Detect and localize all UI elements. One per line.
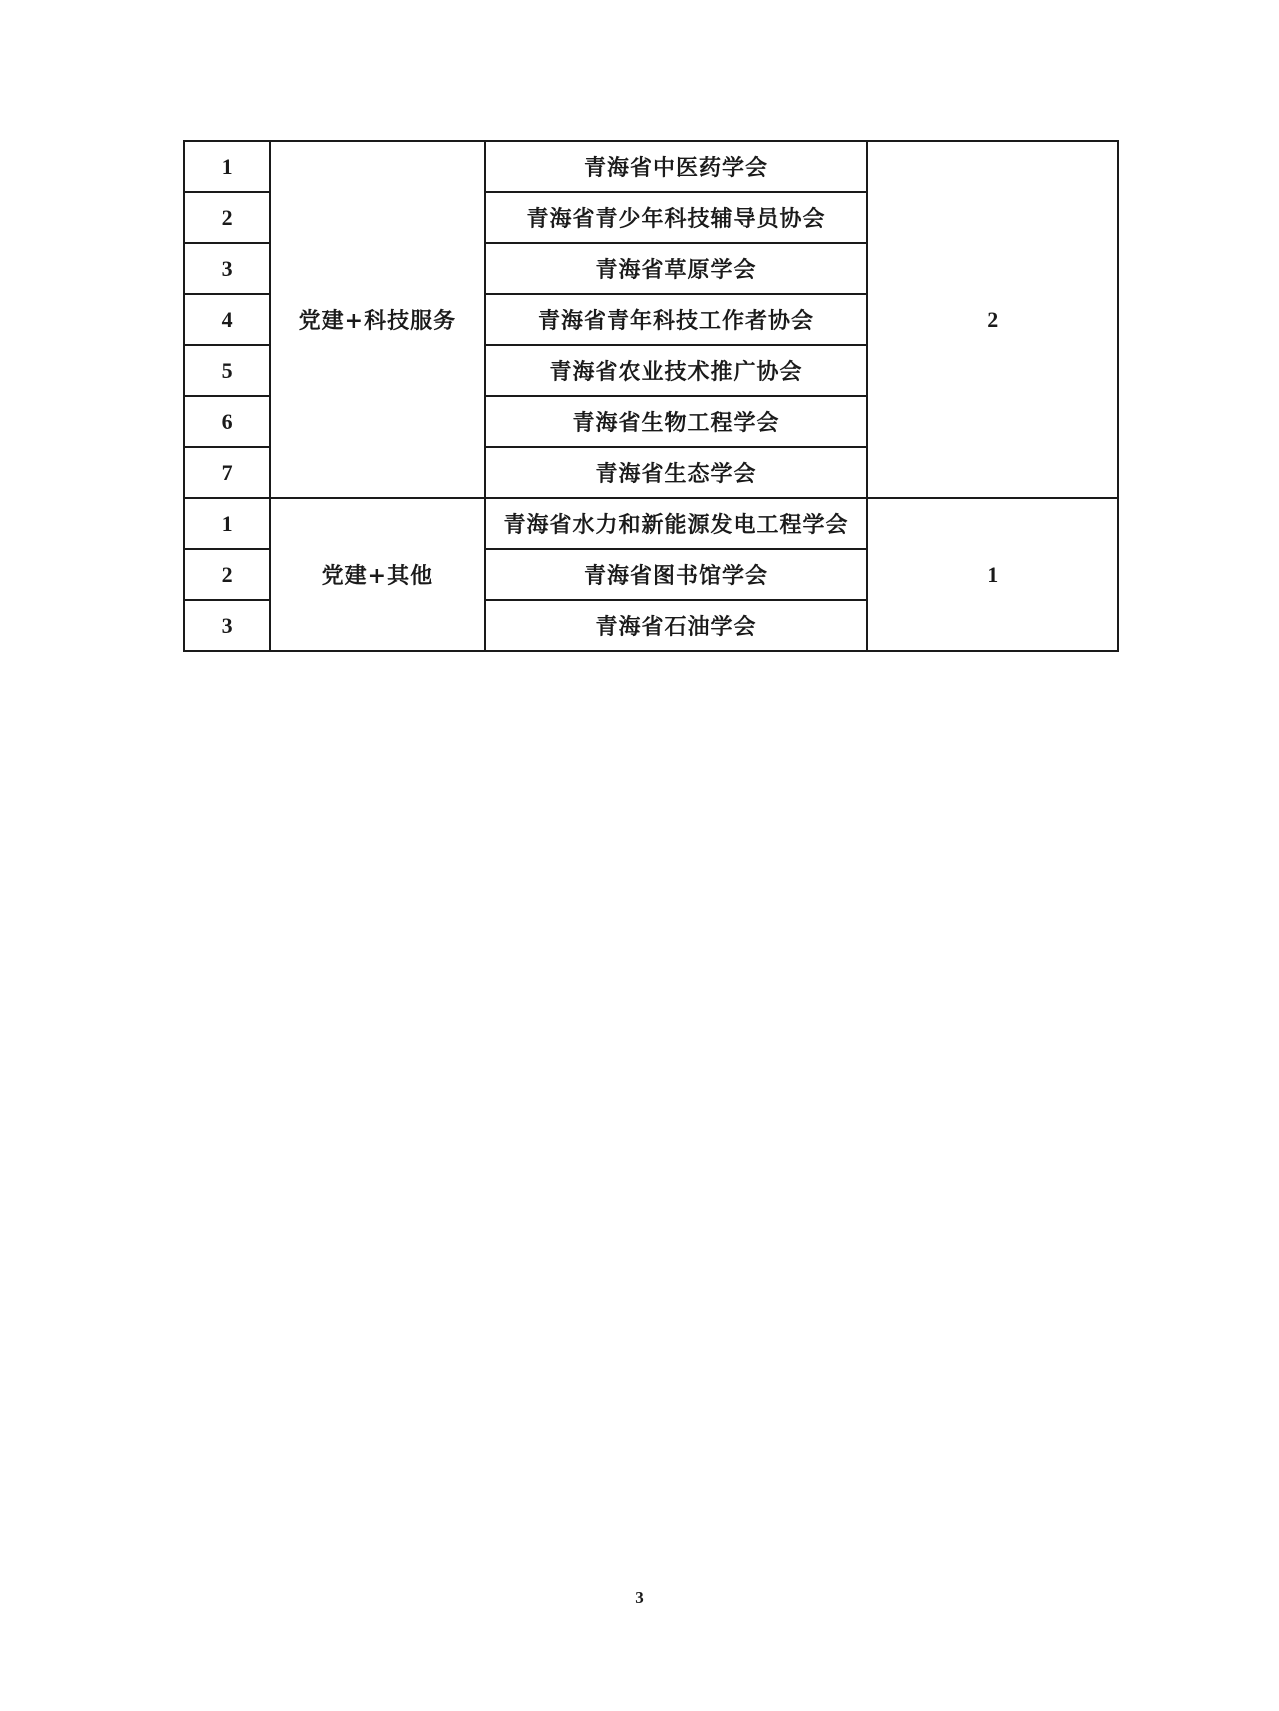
organization-name: 青海省草原学会 [485, 243, 868, 294]
row-number: 5 [184, 345, 270, 396]
organization-name: 青海省生态学会 [485, 447, 868, 498]
row-number: 3 [184, 600, 270, 651]
organization-name: 青海省生物工程学会 [485, 396, 868, 447]
organization-name: 青海省石油学会 [485, 600, 868, 651]
row-number: 1 [184, 141, 270, 192]
count-cell: 2 [867, 141, 1118, 498]
row-number: 2 [184, 549, 270, 600]
organization-name: 青海省图书馆学会 [485, 549, 868, 600]
table-row [184, 141, 1118, 192]
row-number: 2 [184, 192, 270, 243]
organization-name: 青海省中医药学会 [485, 141, 868, 192]
organizations-table [183, 140, 1119, 652]
organization-name: 青海省农业技术推广协会 [485, 345, 868, 396]
page-number: 3 [635, 1588, 644, 1607]
count-cell: 1 [867, 498, 1118, 651]
category-cell: 党建+科技服务 [270, 141, 484, 498]
row-number: 3 [184, 243, 270, 294]
organization-name: 青海省水力和新能源发电工程学会 [485, 498, 868, 549]
row-number: 6 [184, 396, 270, 447]
category-cell: 党建+其他 [270, 498, 484, 651]
organization-name: 青海省青年科技工作者协会 [485, 294, 868, 345]
table-row [184, 498, 1118, 549]
row-number: 7 [184, 447, 270, 498]
row-number: 1 [184, 498, 270, 549]
organization-name: 青海省青少年科技辅导员协会 [485, 192, 868, 243]
row-number: 4 [184, 294, 270, 345]
